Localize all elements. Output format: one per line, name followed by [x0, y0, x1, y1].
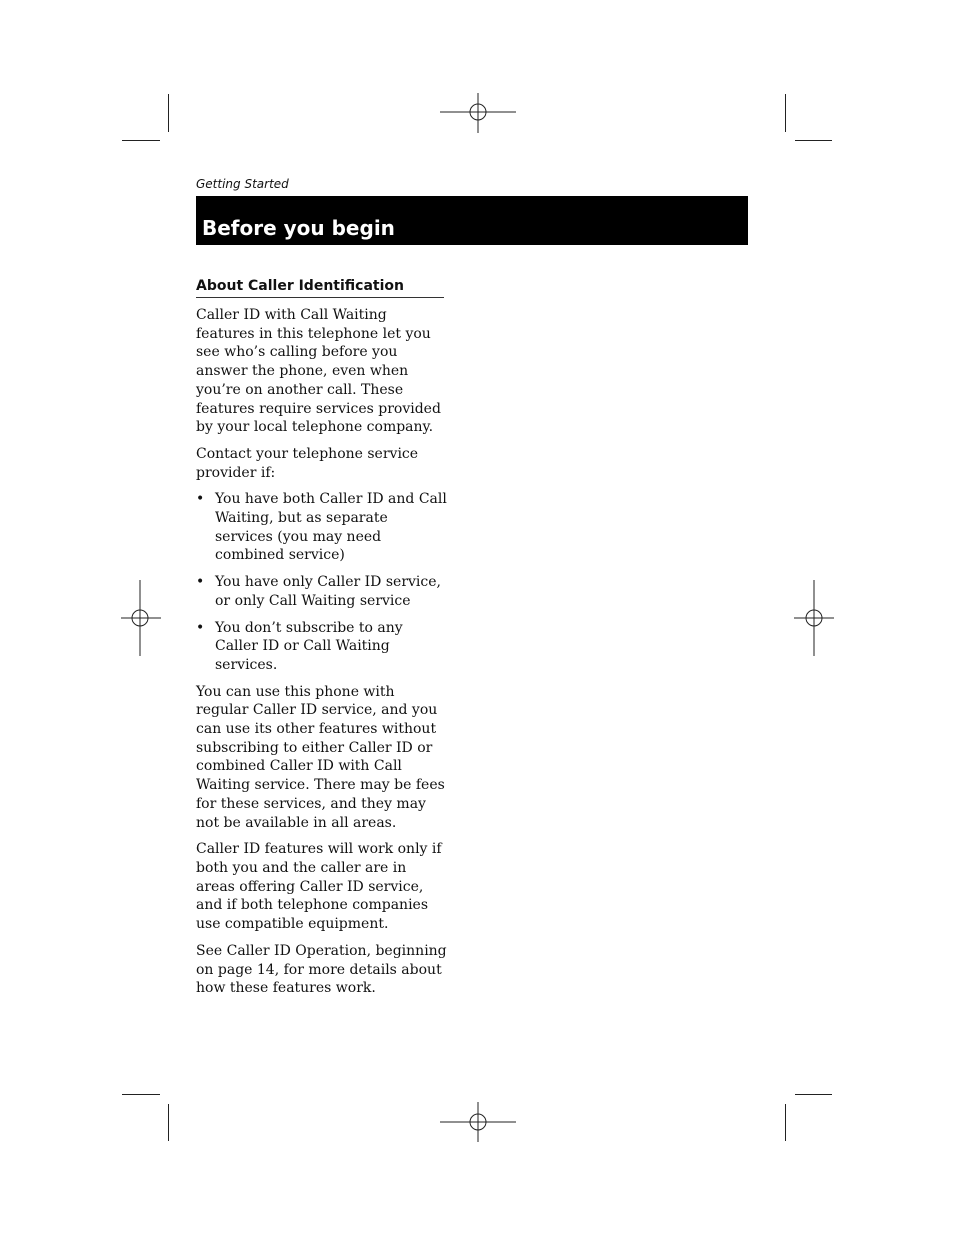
crop-mark-top-right-vertical: [785, 94, 786, 132]
crop-mark-top-right-horizontal: [795, 140, 832, 141]
contact-paragraph: Contact your telephone service provider if:: [196, 445, 419, 481]
crop-mark-top-left-vertical: [168, 94, 169, 132]
page-title: Before you begin: [202, 216, 395, 240]
section-label: Getting Started: [196, 177, 289, 191]
title-bar: [196, 196, 748, 245]
list-item: [196, 619, 448, 675]
bullet-glyph: •: [196, 574, 205, 591]
crop-mark-bottom-right-horizontal: [795, 1094, 832, 1095]
crop-mark-bottom-left-horizontal: [122, 1094, 160, 1095]
registration-mark-top: [440, 93, 516, 133]
list-item: [196, 573, 448, 610]
registration-mark-bottom: [440, 1102, 516, 1142]
list-item: [196, 490, 448, 565]
list-item-text: You have only Caller ID service, or only Call Waiting service: [215, 574, 441, 609]
section-heading: About Caller Identification: [196, 277, 444, 298]
registration-mark-left: [121, 580, 161, 656]
content-column: [196, 277, 448, 1006]
list-item-text: You don’t subscribe to any Caller ID or Call Waiting services.: [215, 619, 403, 673]
availability-paragraph: Caller ID features will work only if both you and the caller are in areas offering Caller ID service, and if both telephone companies use compatible equipment.: [196, 841, 442, 933]
bullet-glyph: •: [196, 491, 205, 508]
bullet-glyph: •: [196, 619, 205, 636]
bullet-list: [196, 490, 448, 674]
registration-mark-right: [794, 580, 834, 656]
crop-mark-bottom-left-vertical: [168, 1104, 169, 1141]
regular-use-paragraph: You can use this phone with regular Caller ID service, and you can use its other features without subscribing to either Caller ID or combined Caller ID with Call Waiting service. There may be fees for these services, and they may not be available in all areas.: [196, 683, 445, 831]
crop-mark-top-left-horizontal: [122, 140, 160, 141]
crop-mark-bottom-right-vertical: [785, 1104, 786, 1141]
list-item-text: You have both Caller ID and Call Waiting, but as separate services (you may need combined service): [215, 491, 447, 564]
see-also-paragraph: See Caller ID Operation, beginning on page 14, for more details about how these features work.: [196, 942, 447, 997]
intro-paragraph: Caller ID with Call Waiting features in this telephone let you see who’s calling before you answer the phone, even when you’re on another call. These features require services provided by your local telephone company.: [196, 307, 441, 436]
